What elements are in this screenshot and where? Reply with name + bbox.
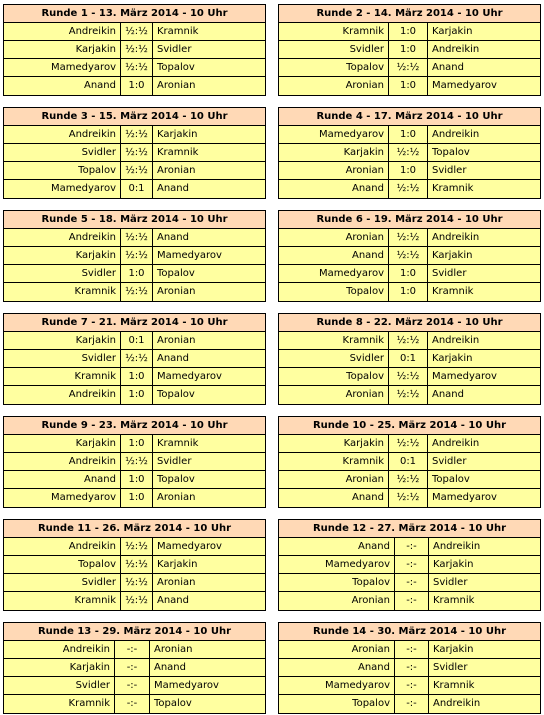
game-row — [4, 59, 265, 77]
game-row — [279, 659, 540, 677]
game-result: ½:½ — [121, 162, 153, 179]
game-result: -:- — [395, 695, 429, 713]
game-result: ½:½ — [121, 41, 153, 58]
black-player: Topalov — [157, 474, 195, 485]
game-result: -:- — [395, 677, 429, 694]
black-player: Andreikin — [432, 44, 480, 55]
game-row — [279, 386, 540, 404]
round-title: Runde 11 - 26. März 2014 - 10 Uhr — [4, 520, 265, 538]
round-table-1 — [3, 4, 266, 96]
game-row — [279, 695, 540, 713]
game-row — [279, 641, 540, 659]
game-result: 1:0 — [389, 283, 428, 301]
game-row — [4, 77, 265, 95]
black-player: Mamedyarov — [432, 80, 497, 91]
white-player: Aronian — [279, 641, 395, 658]
black-player: Anand — [157, 353, 189, 364]
game-result: 0:1 — [389, 350, 428, 367]
round-table-6 — [278, 210, 541, 302]
black-player: Kramnik — [157, 147, 199, 158]
game-result: ½:½ — [121, 453, 153, 470]
black-player: Andreikin — [432, 129, 480, 140]
round-title: Runde 4 - 17. März 2014 - 10 Uhr — [279, 108, 540, 126]
game-row — [279, 538, 540, 556]
white-player: Mamedyarov — [4, 489, 121, 507]
black-player: Kramnik — [433, 680, 475, 691]
game-row — [279, 489, 540, 507]
round-title: Runde 1 - 13. März 2014 - 10 Uhr — [4, 5, 265, 23]
black-player: Svidler — [432, 456, 467, 467]
game-row — [4, 386, 265, 404]
game-result: -:- — [395, 556, 429, 573]
game-row — [4, 350, 265, 368]
black-player: Svidler — [433, 662, 468, 673]
game-result: ½:½ — [121, 247, 153, 264]
white-player: Mamedyarov — [4, 59, 121, 76]
black-player: Svidler — [157, 44, 192, 55]
game-row — [279, 574, 540, 592]
game-row — [4, 162, 265, 180]
white-player: Topalov — [279, 283, 389, 301]
game-result: -:- — [395, 592, 429, 610]
black-player: Topalov — [432, 147, 470, 158]
white-player: Anand — [4, 471, 121, 488]
game-row — [279, 332, 540, 350]
white-player: Anand — [279, 489, 389, 507]
black-player: Andreikin — [432, 438, 480, 449]
black-player: Kramnik — [157, 26, 199, 37]
round-title: Runde 8 - 22. März 2014 - 10 Uhr — [279, 314, 540, 332]
game-row — [279, 23, 540, 41]
black-player: Mamedyarov — [432, 492, 497, 503]
game-result: 1:0 — [121, 386, 153, 404]
black-player: Karjakin — [432, 26, 473, 37]
white-player: Topalov — [279, 695, 395, 713]
white-player: Karjakin — [4, 41, 121, 58]
white-player: Aronian — [279, 77, 389, 95]
game-row — [279, 368, 540, 386]
round-table-12 — [278, 519, 541, 611]
black-player: Mamedyarov — [157, 541, 222, 552]
game-result: ½:½ — [121, 592, 153, 610]
black-player: Andreikin — [432, 335, 480, 346]
white-player: Kramnik — [279, 453, 389, 470]
white-player: Andreikin — [4, 538, 121, 555]
game-result: -:- — [115, 677, 150, 694]
game-row — [4, 332, 265, 350]
black-player: Topalov — [154, 698, 192, 709]
black-player: Andreikin — [432, 232, 480, 243]
black-player: Kramnik — [432, 183, 474, 194]
game-row — [279, 677, 540, 695]
black-player: Karjakin — [157, 559, 198, 570]
game-row — [279, 350, 540, 368]
white-player: Karjakin — [279, 435, 389, 452]
white-player: Kramnik — [279, 23, 389, 40]
game-row — [4, 538, 265, 556]
black-player: Aronian — [157, 335, 196, 346]
black-player: Anand — [154, 662, 186, 673]
white-player: Svidler — [4, 265, 121, 282]
round-title: Runde 5 - 18. März 2014 - 10 Uhr — [4, 211, 265, 229]
black-player: Karjakin — [432, 250, 473, 261]
game-row — [279, 180, 540, 198]
black-player: Karjakin — [433, 644, 474, 655]
game-row — [4, 144, 265, 162]
round-title: Runde 12 - 27. März 2014 - 10 Uhr — [279, 520, 540, 538]
round-table-14 — [278, 622, 541, 714]
game-row — [279, 283, 540, 301]
white-player: Kramnik — [4, 283, 121, 301]
white-player: Aronian — [279, 471, 389, 488]
black-player: Anand — [157, 595, 189, 606]
game-result: ½:½ — [389, 144, 428, 161]
black-player: Mamedyarov — [157, 250, 222, 261]
black-player: Karjakin — [157, 129, 198, 140]
game-result: ½:½ — [121, 144, 153, 161]
white-player: Topalov — [279, 59, 389, 76]
game-row — [279, 471, 540, 489]
game-result: 1:0 — [389, 41, 428, 58]
white-player: Karjakin — [4, 332, 121, 349]
game-row — [279, 77, 540, 95]
round-title: Runde 10 - 25. März 2014 - 10 Uhr — [279, 417, 540, 435]
game-result: -:- — [395, 641, 429, 658]
black-player: Svidler — [432, 165, 467, 176]
black-player: Mamedyarov — [432, 371, 497, 382]
white-player: Anand — [279, 659, 395, 676]
black-player: Svidler — [432, 268, 467, 279]
round-title: Runde 14 - 30. März 2014 - 10 Uhr — [279, 623, 540, 641]
black-player: Svidler — [157, 456, 192, 467]
white-player: Karjakin — [279, 144, 389, 161]
black-player: Topalov — [157, 62, 195, 73]
game-result: 0:1 — [389, 453, 428, 470]
white-player: Anand — [4, 77, 121, 95]
round-table-4 — [278, 107, 541, 199]
game-result: 1:0 — [121, 368, 153, 385]
game-result: ½:½ — [389, 180, 428, 198]
game-row — [4, 695, 265, 713]
white-player: Aronian — [279, 386, 389, 404]
game-result: ½:½ — [389, 386, 428, 404]
game-row — [279, 144, 540, 162]
round-table-10 — [278, 416, 541, 508]
game-row — [4, 283, 265, 301]
white-player: Anand — [279, 180, 389, 198]
black-player: Anand — [432, 62, 464, 73]
game-row — [4, 556, 265, 574]
game-result: ½:½ — [389, 368, 428, 385]
white-player: Svidler — [4, 144, 121, 161]
game-result: -:- — [115, 695, 150, 713]
game-row — [279, 229, 540, 247]
black-player: Aronian — [154, 644, 193, 655]
black-player: Topalov — [432, 474, 470, 485]
game-row — [279, 556, 540, 574]
game-result: 1:0 — [389, 126, 428, 143]
game-row — [4, 229, 265, 247]
game-result: ½:½ — [389, 471, 428, 488]
game-result: ½:½ — [389, 59, 428, 76]
white-player: Aronian — [279, 162, 389, 179]
black-player: Anand — [157, 183, 189, 194]
black-player: Karjakin — [433, 559, 474, 570]
black-player: Kramnik — [157, 438, 199, 449]
white-player: Mamedyarov — [279, 126, 389, 143]
white-player: Kramnik — [4, 695, 115, 713]
black-player: Kramnik — [432, 286, 474, 297]
white-player: Kramnik — [279, 332, 389, 349]
game-result: -:- — [395, 659, 429, 676]
white-player: Andreikin — [4, 229, 121, 246]
white-player: Karjakin — [4, 247, 121, 264]
black-player: Mamedyarov — [154, 680, 219, 691]
black-player: Aronian — [157, 492, 196, 503]
game-row — [4, 453, 265, 471]
white-player: Andreikin — [4, 641, 115, 658]
game-row — [4, 435, 265, 453]
white-player: Svidler — [4, 574, 121, 591]
game-result: 1:0 — [389, 77, 428, 95]
game-result: ½:½ — [389, 435, 428, 452]
round-table-8 — [278, 313, 541, 405]
white-player: Topalov — [4, 162, 121, 179]
game-result: ½:½ — [121, 574, 153, 591]
white-player: Topalov — [279, 574, 395, 591]
game-result: 1:0 — [121, 265, 153, 282]
black-player: Topalov — [157, 389, 195, 400]
game-row — [4, 23, 265, 41]
black-player: Svidler — [433, 577, 468, 588]
game-row — [4, 126, 265, 144]
round-title: Runde 9 - 23. März 2014 - 10 Uhr — [4, 417, 265, 435]
game-row — [4, 247, 265, 265]
game-result: ½:½ — [389, 247, 428, 264]
round-title: Runde 7 - 21. März 2014 - 10 Uhr — [4, 314, 265, 332]
white-player: Andreikin — [4, 23, 121, 40]
game-row — [279, 247, 540, 265]
game-result: ½:½ — [121, 283, 153, 301]
game-result: 1:0 — [389, 23, 428, 40]
game-row — [4, 265, 265, 283]
game-result: 0:1 — [121, 180, 153, 198]
white-player: Mamedyarov — [279, 556, 395, 573]
game-result: 1:0 — [121, 77, 153, 95]
game-result: -:- — [115, 641, 150, 658]
game-row — [279, 592, 540, 610]
round-table-3 — [3, 107, 266, 199]
game-result: ½:½ — [121, 126, 153, 143]
game-result: 0:1 — [121, 332, 153, 349]
game-result: 1:0 — [389, 162, 428, 179]
game-row — [279, 162, 540, 180]
white-player: Aronian — [279, 592, 395, 610]
game-result: 1:0 — [389, 265, 428, 282]
game-row — [279, 435, 540, 453]
round-title: Runde 3 - 15. März 2014 - 10 Uhr — [4, 108, 265, 126]
game-row — [279, 59, 540, 77]
game-result: ½:½ — [121, 538, 153, 555]
white-player: Andreikin — [4, 453, 121, 470]
round-table-11 — [3, 519, 266, 611]
white-player: Svidler — [4, 677, 115, 694]
black-player: Karjakin — [432, 353, 473, 364]
game-row — [4, 368, 265, 386]
white-player: Aronian — [279, 229, 389, 246]
white-player: Mamedyarov — [4, 180, 121, 198]
game-result: ½:½ — [121, 556, 153, 573]
white-player: Andreikin — [4, 126, 121, 143]
round-title: Runde 13 - 29. März 2014 - 10 Uhr — [4, 623, 265, 641]
white-player: Svidler — [279, 41, 389, 58]
black-player: Kramnik — [433, 595, 475, 606]
game-result: 1:0 — [121, 471, 153, 488]
game-result: ½:½ — [389, 489, 428, 507]
game-result: 1:0 — [121, 435, 153, 452]
white-player: Karjakin — [4, 435, 121, 452]
game-row — [279, 453, 540, 471]
game-result: ½:½ — [121, 23, 153, 40]
black-player: Aronian — [157, 286, 196, 297]
game-result: ½:½ — [121, 59, 153, 76]
black-player: Anand — [432, 389, 464, 400]
white-player: Karjakin — [4, 659, 115, 676]
game-result: ½:½ — [121, 350, 153, 367]
white-player: Topalov — [4, 556, 121, 573]
game-row — [4, 677, 265, 695]
black-player: Aronian — [157, 165, 196, 176]
black-player: Mamedyarov — [157, 371, 222, 382]
game-result: -:- — [395, 538, 429, 555]
game-row — [4, 180, 265, 198]
game-result: -:- — [115, 659, 150, 676]
game-result: ½:½ — [389, 229, 428, 246]
white-player: Anand — [279, 247, 389, 264]
black-player: Andreikin — [433, 698, 481, 709]
black-player: Aronian — [157, 577, 196, 588]
game-result: 1:0 — [121, 489, 153, 507]
game-result: -:- — [395, 574, 429, 591]
game-row — [4, 41, 265, 59]
white-player: Mamedyarov — [279, 677, 395, 694]
white-player: Svidler — [279, 350, 389, 367]
game-row — [4, 641, 265, 659]
white-player: Mamedyarov — [279, 265, 389, 282]
black-player: Anand — [157, 232, 189, 243]
white-player: Kramnik — [4, 368, 121, 385]
white-player: Topalov — [279, 368, 389, 385]
game-row — [279, 41, 540, 59]
white-player: Andreikin — [4, 386, 121, 404]
round-title: Runde 6 - 19. März 2014 - 10 Uhr — [279, 211, 540, 229]
white-player: Anand — [279, 538, 395, 555]
round-table-9 — [3, 416, 266, 508]
game-row — [4, 659, 265, 677]
black-player: Andreikin — [433, 541, 481, 552]
game-row — [279, 126, 540, 144]
game-row — [4, 574, 265, 592]
black-player: Aronian — [157, 80, 196, 91]
round-title: Runde 2 - 14. März 2014 - 10 Uhr — [279, 5, 540, 23]
black-player: Topalov — [157, 268, 195, 279]
round-table-5 — [3, 210, 266, 302]
game-row — [4, 489, 265, 507]
game-result: ½:½ — [389, 332, 428, 349]
white-player: Kramnik — [4, 592, 121, 610]
game-row — [4, 471, 265, 489]
game-row — [4, 592, 265, 610]
round-table-7 — [3, 313, 266, 405]
white-player: Svidler — [4, 350, 121, 367]
round-table-13 — [3, 622, 266, 714]
game-result: ½:½ — [121, 229, 153, 246]
game-row — [279, 265, 540, 283]
round-table-2 — [278, 4, 541, 96]
